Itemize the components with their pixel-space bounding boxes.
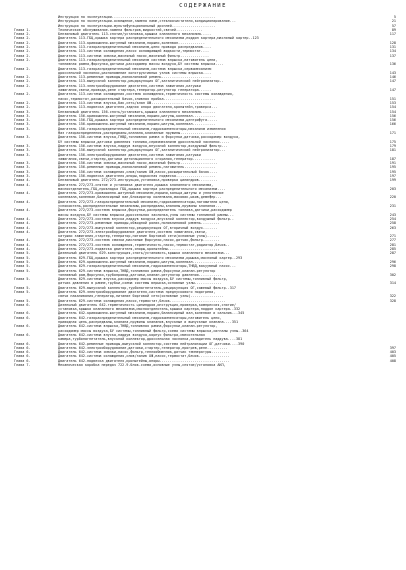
- toc-entry-text: массы воздуха,БУ системы впрыска,дроссельная заслонка,узлы системы топливной рампы...: [58, 212, 234, 217]
- toc-entry-chapter: Глава 3.: [14, 118, 31, 123]
- toc-entry-page: 322: [389, 294, 396, 299]
- toc-entry-text: установка,крышка клапанного механизма,маслоотделитель,крышка картера,поддон картера..332: [58, 307, 241, 312]
- toc-entry-text: Двигатель 113-система смазки,масляный насос,масляный фильтр..............: [58, 53, 210, 58]
- toc-entry-text: Двигатель 156-ГБЦ,крышка картера распределительного механизма,центрифуга.....: [58, 118, 218, 123]
- toc-entry-page: 147: [389, 79, 396, 84]
- toc-entry-page: 117: [389, 32, 396, 37]
- toc-entry-page: 156: [389, 113, 396, 118]
- toc-entry-text: Двигатель 272/273-ременные приводы,обводной ролик,поликлиновой ремень.........: [58, 221, 220, 226]
- toc-entry-page: 5: [393, 15, 396, 19]
- toc-entry-text: Двигатель 113-система охлаждения,система охлаждения,герметичность системы охлаждения,: [58, 92, 234, 97]
- toc-entry-chapter: Глава 2.: [14, 105, 31, 110]
- toc-entry-page: 128: [389, 40, 396, 45]
- toc-entry-page: 171: [389, 131, 396, 136]
- toc-entry-chapter: Глава 5.: [14, 277, 31, 282]
- toc-entry-page: 296: [389, 259, 396, 264]
- toc-entry-page: 166: [389, 122, 396, 127]
- toc-entry-chapter: Глава 4.: [14, 208, 31, 213]
- toc-entry-chapter: Глава 2.: [14, 100, 31, 105]
- toc-entry-page: 154: [389, 109, 396, 114]
- toc-entry-text: дроссельной заслонки,расположение конструктивных узлов системы впрыска....: [58, 70, 212, 75]
- toc-entry-text: Двигатель 272/273-снятие и установка двигателя,крышка клапанного механизма,: [58, 182, 214, 187]
- toc-entry-text: топливная рампа,форсунки,датчики,расходомер массы воздуха,БУ системы впрыска....: [58, 62, 224, 67]
- toc-entry-text: Бензиновый двигатель 272/273-инструкция,установка,проверка цилиндров.........: [58, 178, 218, 183]
- toc-entry-text: Двигатель 156-кривошипно-шатунный механизм,поршни,шатуны,коленвал...........: [58, 122, 216, 127]
- toc-entry-page: 136: [389, 62, 396, 67]
- toc-entry-text: расходомер массы воздуха,БУ системы,топливный фильтр,схема системы впрыска,сигналы узлы..364: [58, 328, 249, 333]
- toc-entry-page: 263: [389, 225, 396, 230]
- toc-entry-text: БУ системы впрыска,датчики давления топлива,сервомеханизм дроссельной заслонки.....: [58, 139, 230, 144]
- page-title: СОДЕРЖАНИЕ: [179, 3, 227, 9]
- toc-entry-chapter: Глава 2.: [14, 66, 31, 71]
- toc-entry-page: 181: [389, 148, 396, 153]
- toc-entry-chapter: Глава 3.: [14, 152, 31, 157]
- toc-entry-text: коленвала,коленвал,балансирный вал,блокиратор коленвала,маховик,шкив,демпфер...: [58, 195, 222, 200]
- toc-entry-page: 408: [389, 358, 396, 363]
- toc-entry-chapter: Глава 5.: [14, 290, 31, 294]
- toc-entry: [14, 363, 396, 367]
- toc-entry-page: 156: [389, 118, 396, 123]
- toc-entry-page: 179: [389, 143, 396, 148]
- toc-entry-chapter: Глава 5.: [14, 298, 31, 303]
- toc-entry-text: Двигатель 272/273-система впуска,наддув воздуха,впускной коллектор,воздушный фильтр..: [58, 216, 234, 221]
- toc-entry-page: 405: [389, 354, 396, 359]
- toc-entry-text: Двигатель 156-кривошипно-шатунный механизм,поршни,шатуны,коленвал...........: [58, 113, 216, 118]
- toc-entry-text: Двигатель 272/273-выпускной коллектор,рециркуляция ОГ,вторичный воздух.......: [58, 225, 218, 230]
- toc-entry-text: Инструкция по эксплуатации-освещение,замена ламп,стеклоочистители,кондиционирование...: [58, 19, 236, 24]
- toc-entry-text: Двигатель 156-система охлаждения,слив/залив ОЖ,насос,расширительный бачок....: [58, 169, 218, 174]
- toc-entry-text: Двигатель 642-система охлаждения,слив/залив ОЖ,насос,термостат,бачок...............: [58, 354, 230, 359]
- toc-entry-chapter: Глава 5.: [14, 285, 31, 290]
- toc-entry-text: Техническое обслуживание-замена фильтров,жидкостей,свечей.............: [58, 27, 203, 32]
- toc-entry-page: 403: [389, 350, 396, 355]
- toc-entry-chapter: Глава 3.: [14, 143, 31, 148]
- table-of-contents: [14, 15, 396, 367]
- toc-entry-text: Двигатель 629-газораспределительный механизм,гидрокомпенсаторы,ТНВД,вакуумный насос...: [58, 264, 236, 269]
- toc-entry-text: топливный рам,форсунки,трубопровод,датчики,клапан-регулятор давления...........: [58, 272, 222, 277]
- toc-entry-chapter: Глава 5.: [14, 251, 31, 256]
- toc-entry-text: Двигатель 629-выпускной коллектор,турбонагнетатель,рециркуляция ОГ,сажевый фильтр..317: [58, 285, 236, 290]
- toc-entry-page: 137: [389, 53, 396, 58]
- toc-entry-text: Двигатель 156-ременные приводы,поликлиновой ремень,натяжитель...............: [58, 165, 216, 170]
- toc-entry-text: Двигатель 272/273-электрооборудование двигателя,система зажигания,свечи,: [58, 229, 208, 234]
- toc-entry-text: Двигатель 642-ременные приводы,выпускной коллектор,система нейтрализации ОГ,датчики....390: [58, 341, 245, 346]
- toc-entry-chapter: Глава 6.: [14, 302, 31, 307]
- toc-entry-text: катушки зажигания,стартер,генератор,питание бортовой сети(основные узлы)......: [58, 234, 220, 239]
- toc-entry-text: приводная цепь,распредвалы,клапана,пружины клапанов,впускные и выпускные клапана....351: [58, 320, 239, 325]
- toc-entry-page: 21: [391, 19, 396, 24]
- toc-entry-chapter: Глава 3.: [14, 122, 31, 127]
- toc-entry-text: Двигатель 642-система смазки,насос,фильтр,теплообменник,датчик температуры.........: [58, 350, 230, 355]
- toc-entry-text: Инструкция по эксплуатации-мультифункциональный дисплей.....................: [58, 23, 216, 28]
- toc-entry-text: Двигатель 113-ременные приводы,поликлиновой ремень........................: [58, 75, 212, 80]
- toc-entry-page: 302: [389, 272, 396, 277]
- toc-entry-text: Двигатель 113-ГБЦ,крышка картера распределительного механизма,поддон картера,масляный картер..123: [58, 36, 259, 41]
- toc-entry-page: 187: [389, 156, 396, 161]
- toc-entry-chapter: Глава 2.: [14, 49, 31, 54]
- toc-entry-page: 314: [389, 281, 396, 286]
- toc-entry-text: Двигатель 156-электрооборудование двигателя,система зажигания,катушки: [58, 152, 201, 157]
- toc-entry-page: 195: [389, 169, 396, 174]
- toc-entry-chapter: Глава 4.: [14, 238, 31, 243]
- toc-entry-chapter: Глава 6.: [14, 311, 31, 316]
- toc-entry-text: Двигатель 156-газораспределительный механизм,гидрокомпенсаторы,механизм изменения: [58, 126, 226, 131]
- toc-entry-chapter: Глава 4.: [14, 199, 31, 204]
- toc-entry-page: 298: [389, 264, 396, 269]
- toc-entry-text: Двигатель 642-система впрыска,ТНВД,топливная рампа,форсунки,клапан-регулятор,: [58, 324, 218, 329]
- toc-entry-chapter: Глава 4.: [14, 191, 31, 196]
- toc-entry-chapter: Глава 7.: [14, 363, 31, 368]
- toc-entry-chapter: Глава 3.: [14, 113, 31, 118]
- toc-entry-page: 231: [389, 204, 396, 209]
- toc-entry-chapter: Глава 4.: [14, 247, 31, 252]
- toc-entry-page: 151: [389, 96, 396, 101]
- toc-entry-text: Двигатель 156-выпускной коллектор,рециркуляция ОГ,каталитический нейтрализатор...: [58, 148, 226, 153]
- toc-entry-page: 195: [389, 165, 396, 170]
- toc-entry-page: 220: [389, 195, 396, 200]
- toc-entry-page: 154: [389, 105, 396, 110]
- toc-entry-chapter: Глава 4.: [14, 216, 31, 221]
- toc-entry-chapter: Глава 3.: [14, 165, 31, 170]
- toc-entry-page: 281: [389, 242, 396, 247]
- toc-entry-text: Двигатель 113-газораспределительный механизм,цепи привода распредвалов....: [58, 45, 212, 50]
- toc-entry-chapter: Глава 5.: [14, 268, 31, 273]
- toc-entry-text: камера,турбонагнетатель,впускной коллектор,дроссельная заслонка,охладитель наддува....381: [58, 337, 243, 342]
- toc-entry-chapter: Глава 2.: [14, 40, 31, 45]
- toc-entry-chapter: Глава 2.: [14, 32, 31, 37]
- toc-entry-chapter: Глава 2.: [14, 53, 31, 58]
- toc-entry-text: Двигатель 272/273-система охлаждения,герметичность,насос,термостат,радиатор,бачок..: [58, 242, 230, 247]
- toc-entry-chapter: Глава 3.: [14, 169, 31, 174]
- toc-entry-page: 199: [389, 178, 396, 183]
- toc-entry-text: Двигатель 156-подвеска двигателя,опоры,подкосная подвеска...................: [58, 173, 216, 178]
- toc-entry-page: 254: [389, 216, 396, 221]
- toc-entry-page: 397: [389, 345, 396, 350]
- toc-entry-text: Двигатель 113-газораспределительный механизм система впрыска,натяжитель цепи,: [58, 57, 218, 62]
- toc-entry-page: 191: [389, 161, 396, 166]
- toc-entry-page: 197: [389, 173, 396, 178]
- toc-entry-text: Двигатель 113-электрооборудование двигателя,система зажигания,катушки: [58, 83, 201, 88]
- toc-entry-chapter: Глава 2.: [14, 92, 31, 97]
- toc-entry-chapter: Глава 6.: [14, 358, 31, 363]
- toc-entry-text: успокоитель,распределительные механизмы,распредвалы,клапаны,пружины клапанов...: [58, 204, 222, 209]
- toc-entry-page: 143: [389, 70, 396, 75]
- toc-entry-text: Бензиновый двигатель 113-снятие/установка,крышка клапанного механизма.....: [58, 32, 212, 37]
- toc-entry-chapter: Глава 4.: [14, 182, 31, 187]
- toc-entry-chapter: Глава 3.: [14, 173, 31, 178]
- toc-entry-chapter: Глава 4.: [14, 178, 31, 183]
- toc-entry-text: Двигатель 272/273-система впрыска,форсунки,распределитель топлива,датчики,расходомер: [58, 208, 232, 213]
- toc-entry-text: Двигатель 272/273-газораспределительный механизм,гидрокомпенсаторы,натяжители цепи,: [58, 199, 230, 204]
- toc-entry-chapter: Глава 3.: [14, 126, 31, 131]
- toc-entry-page: 131: [389, 45, 396, 50]
- toc-entry-text: Двигатель 642-электрооборудование,датчики,стартер,генератор,прогрев,реле..........: [58, 345, 228, 350]
- toc-entry-page: 271: [389, 234, 396, 239]
- toc-entry-text: Двигатель 642-газораспределительный механизм,гидрокомпенсаторы,натяжитель цепи,: [58, 315, 222, 320]
- toc-entry-page: 277: [389, 238, 396, 243]
- toc-entry-chapter: Глава 1.: [14, 27, 31, 32]
- toc-entry-chapter: Глава 6.: [14, 341, 31, 346]
- toc-entry-chapter: Глава 3.: [14, 109, 31, 114]
- toc-entry-text: Двигатель 113-кривошипно-шатунный механизм,поршни,коленвал.............: [58, 40, 205, 45]
- toc-entry-text: фаз газораспределения,распредвалы,клапана,клапанные пружины.................: [58, 131, 216, 136]
- toc-entry-page: 147: [389, 88, 396, 93]
- toc-entry-text: Двигатель 642-подвеска двигателя,кронштейны,опоры..................................: [58, 358, 230, 363]
- toc-entry-page: 243: [389, 212, 396, 217]
- toc-entry-chapter: Глава 2.: [14, 75, 31, 80]
- toc-entry-text: Двигатель 113-газораспределительный механизм,система впрыска,сервомеханизм: [58, 66, 212, 71]
- toc-entry-chapter: Глава 2.: [14, 45, 31, 50]
- toc-entry-chapter: Глава 6.: [14, 315, 31, 320]
- toc-entry-page: 328: [389, 298, 396, 303]
- toc-entry-text: зажигания,свечи,стартер,датчики детонационного сгорания,генератор...........: [58, 156, 216, 161]
- toc-entry-page: 258: [389, 221, 396, 226]
- toc-entry-text: датчик давления в рампе,трубки,схема системы впрыска,основные узлы.............: [58, 281, 222, 286]
- toc-entry-chapter: Глава 6.: [14, 332, 31, 337]
- toc-entry-text: Двигатель 642-система впуска,наддув воздуха,корпус фильтра,смесительная: [58, 332, 205, 337]
- toc-entry-text: Двигатель 629-кривошипно-шатунный механизм,поршни,шатуны,коленвал...............: [58, 259, 224, 264]
- toc-entry-text: Двигатель 642-кривошипно-шатунный механизм,поршни,балансирный вал,коленвал и сальник...345: [58, 311, 245, 316]
- toc-entry-chapter: Глава 5.: [14, 259, 31, 264]
- toc-entry-text: Двигатель 113-подвеска двигателя,задняя опора двигателя,кронштейн,траверса...: [58, 105, 218, 110]
- toc-entry-chapter: Глава 3.: [14, 161, 31, 166]
- toc-entry-chapter: Глава 2.: [14, 83, 31, 88]
- toc-entry-text: Механическая коробка передач 722.9-блок-схема,основные узлы,снятие/установка АКП,: [58, 363, 226, 368]
- toc-entry-text: Двигатель 629-система впрыска,ТНВД,топливная рампа,форсунки,клапан-регулятор: [58, 268, 216, 273]
- toc-entry-text: Дизельный двигатель 642-герметичность цилиндров,инструкция,проверка,компрессия,снятие/: [58, 302, 236, 307]
- toc-entry-chapter: Глава 4.: [14, 242, 31, 247]
- toc-entry-chapter: Глава 2.: [14, 57, 31, 62]
- toc-entry-chapter: Глава 4.: [14, 229, 31, 234]
- toc-entry-chapter: Глава 2.: [14, 79, 31, 84]
- toc-entry-text: Двигатель 272/273-подвеска двигателя,опоры,кронштейны.........................: [58, 247, 220, 252]
- toc-entry-chapter: Глава 6.: [14, 354, 31, 359]
- toc-entry-text: Бензиновый двигатель 156-снять/установить,крышка клапанного механизма.......: [58, 109, 216, 114]
- toc-entry-page: 287: [389, 251, 396, 256]
- toc-entry-text: Двигатель 629-система впуска,расходомер массы воздуха,БУ системы,топливный фильтр,: [58, 277, 228, 282]
- toc-entry-page: 175: [389, 139, 396, 144]
- toc-entry-text: Двигатель 629-система охлаждения,насос,термостат,бачок...........................: [58, 298, 226, 303]
- toc-entry-text: зажигания,свечи,провода,реле стартера,генератор-регулятор генератора......: [58, 88, 212, 93]
- toc-entry-chapter: Глава 5.: [14, 264, 31, 269]
- toc-entry-chapter: Глава 6.: [14, 345, 31, 350]
- toc-entry-chapter: Глава 3.: [14, 148, 31, 153]
- toc-entry-chapter: Глава 2.: [14, 36, 31, 41]
- toc-entry-chapter: Глава 4.: [14, 221, 31, 226]
- toc-entry-text: Двигатель 156-система впуска,наддув воздуха,впускной коллектор,воздушный фильтр...: [58, 143, 228, 148]
- toc-entry-text: Двигатель 156-система смазки,масляный насос,масляный фильтр..................: [58, 161, 218, 166]
- toc-entry-text: Двигатель 629-ГБЦ,крышка картера распределительного механизма,крышка,масляный картер..293: [58, 255, 243, 260]
- toc-entry-text: Двигатель 272/273-система смазки,масляные форсунки,насос,датчик,фильтр........: [58, 238, 220, 243]
- toc-entry-text: Двигатель 156-система впуска,ГНВД,топливная рампа и форсунки,датчики,расходомер воздуха,: [58, 135, 241, 140]
- toc-entry-text: Дизельный двигатель 629-конструкция,снять/установить,крышка клапанного механизма...: [58, 251, 230, 256]
- toc-entry-text: Двигатель 113-выпускной коллектор,рециркуляция ОГ,каталитический нейтрализатор..: [58, 79, 224, 84]
- toc-entry-text: Двигатель 272/273-кривошипно-шатунный механизм,поршни,кольца,шатуны и уплотнение: [58, 191, 224, 196]
- toc-entry-chapter: Глава 6.: [14, 350, 31, 355]
- toc-entry-page: 89: [391, 27, 396, 32]
- toc-entry-chapter: Глава 6.: [14, 324, 31, 329]
- toc-entry-text: Двигатель 113-система впуска,бак,сеть/клап ОЖ.............................: [58, 100, 212, 105]
- toc-entry-chapter: Глава 3.: [14, 135, 31, 140]
- toc-entry-chapter: Глава 5.: [14, 255, 31, 260]
- toc-entry-text: насос,термостат,расширительный бачок,сливная пробка.........................: [58, 96, 216, 101]
- toc-entry-page: 134: [389, 49, 396, 54]
- toc-entry-chapter: Глава 4.: [14, 225, 31, 230]
- toc-entry-page: 285: [389, 247, 396, 252]
- toc-entry-page: 57: [391, 23, 396, 28]
- toc-entry-text: маслоотделитель,ГБЦ,прокладка ГБЦ,крышка картера распределительного механизма....: [58, 186, 226, 191]
- toc-entry-text: свечи накаливания,генератор,питание бортовой сети(основные узлы)................: [58, 294, 224, 299]
- toc-entry-page: 203: [389, 186, 396, 191]
- toc-entry-text: Двигатель 113-система охлаждения,насос охлаждающей жидкости,термостат....: [58, 49, 210, 54]
- toc-entry-text: Инструкция по эксплуатации..................................................: [58, 15, 216, 19]
- toc-entry-page: 146: [389, 75, 396, 80]
- toc-entry-text: Двигатель 629-электрооборудование двигателя,система предпускового подогрева,: [58, 290, 216, 294]
- toc-entry-page: 153: [389, 100, 396, 105]
